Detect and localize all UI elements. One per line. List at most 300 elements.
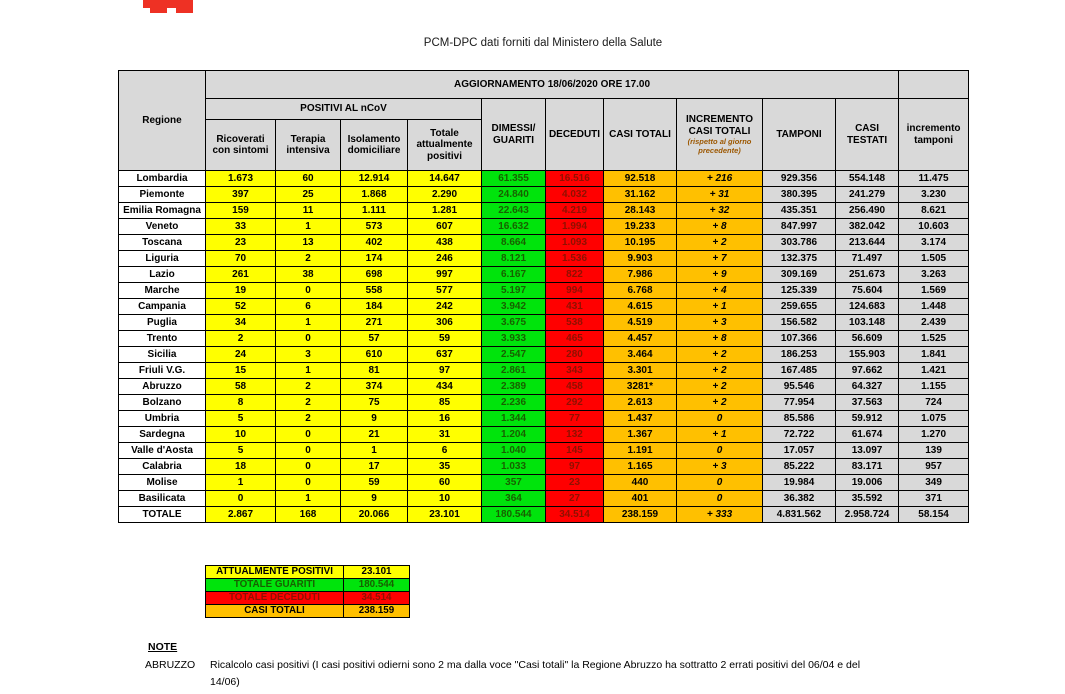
isolamento-cell: 1 — [341, 443, 408, 459]
incremento-casi-cell: + 4 — [677, 283, 763, 299]
region-row — [119, 427, 969, 443]
header-incremento-main: INCREMENTO CASI TOTALI — [685, 114, 754, 137]
ricoverati-cell: 2.867 — [206, 507, 276, 523]
summary-value-cell: 180.544 — [344, 579, 410, 592]
incremento-casi-cell: + 2 — [677, 363, 763, 379]
ricoverati-cell: 8 — [206, 395, 276, 411]
tamponi-cell: 77.954 — [763, 395, 836, 411]
region-name-cell: Piemonte — [119, 187, 206, 203]
region-name-cell: Sardegna — [119, 427, 206, 443]
region-row — [119, 363, 969, 379]
ricoverati-cell: 18 — [206, 459, 276, 475]
header-isolamento: Isolamento domiciliare — [341, 120, 408, 171]
region-name-cell: Molise — [119, 475, 206, 491]
casi-testati-cell: 554.148 — [836, 171, 899, 187]
ricoverati-cell: 10 — [206, 427, 276, 443]
tamponi-cell: 435.351 — [763, 203, 836, 219]
casi-totali-cell: 10.195 — [604, 235, 677, 251]
red-corner-mark — [143, 0, 193, 8]
totale-positivi-cell: 85 — [408, 395, 482, 411]
region-name-cell: Sicilia — [119, 347, 206, 363]
terapia-intensiva-cell: 1 — [276, 315, 341, 331]
region-row — [119, 315, 969, 331]
totale-positivi-cell: 35 — [408, 459, 482, 475]
totale-positivi-cell: 59 — [408, 331, 482, 347]
dimessi-guariti-cell: 1.344 — [482, 411, 546, 427]
tamponi-cell: 132.375 — [763, 251, 836, 267]
tamponi-cell: 17.057 — [763, 443, 836, 459]
tamponi-cell: 186.253 — [763, 347, 836, 363]
incremento-casi-cell: + 32 — [677, 203, 763, 219]
ricoverati-cell: 19 — [206, 283, 276, 299]
casi-testati-cell: 59.912 — [836, 411, 899, 427]
deceduti-cell: 34.514 — [546, 507, 604, 523]
terapia-intensiva-cell: 60 — [276, 171, 341, 187]
region-row — [119, 171, 969, 187]
isolamento-cell: 57 — [341, 331, 408, 347]
incremento-casi-cell: + 333 — [677, 507, 763, 523]
ricoverati-cell: 34 — [206, 315, 276, 331]
dimessi-guariti-cell: 1.033 — [482, 459, 546, 475]
deceduti-cell: 994 — [546, 283, 604, 299]
region-row — [119, 203, 969, 219]
dimessi-guariti-cell: 3.942 — [482, 299, 546, 315]
dimessi-guariti-cell: 2.389 — [482, 379, 546, 395]
tamponi-cell: 72.722 — [763, 427, 836, 443]
casi-totali-cell: 28.143 — [604, 203, 677, 219]
casi-testati-cell: 37.563 — [836, 395, 899, 411]
casi-totali-cell: 19.233 — [604, 219, 677, 235]
deceduti-cell: 97 — [546, 459, 604, 475]
summary-value-cell: 34.514 — [344, 592, 410, 605]
terapia-intensiva-cell: 6 — [276, 299, 341, 315]
tamponi-cell: 259.655 — [763, 299, 836, 315]
header-dimessi-guariti: DIMESSI/ GUARITI — [482, 99, 546, 171]
summary-label-cell: ATTUALMENTE POSITIVI — [206, 566, 344, 579]
dimessi-guariti-cell: 2.547 — [482, 347, 546, 363]
ricoverati-cell: 52 — [206, 299, 276, 315]
totale-positivi-cell: 60 — [408, 475, 482, 491]
summary-label-cell: TOTALE DECEDUTI — [206, 592, 344, 605]
region-name-cell: Campania — [119, 299, 206, 315]
region-row — [119, 443, 969, 459]
dimessi-guariti-cell: 8.121 — [482, 251, 546, 267]
ricoverati-cell: 2 — [206, 331, 276, 347]
totale-positivi-cell: 577 — [408, 283, 482, 299]
region-row — [119, 331, 969, 347]
dimessi-guariti-cell: 180.544 — [482, 507, 546, 523]
header-tamponi: TAMPONI — [763, 99, 836, 171]
notes-heading: NOTE — [148, 641, 178, 653]
casi-totali-cell: 1.165 — [604, 459, 677, 475]
incremento-casi-cell: + 7 — [677, 251, 763, 267]
ricoverati-cell: 5 — [206, 443, 276, 459]
deceduti-cell: 16.516 — [546, 171, 604, 187]
incremento-casi-cell: 0 — [677, 411, 763, 427]
incremento-tamponi-cell: 1.075 — [899, 411, 969, 427]
isolamento-cell: 20.066 — [341, 507, 408, 523]
dimessi-guariti-cell: 6.167 — [482, 267, 546, 283]
header-casi-totali: CASI TOTALI — [604, 99, 677, 171]
summary-row — [206, 592, 410, 605]
dimessi-guariti-cell: 364 — [482, 491, 546, 507]
ricoverati-cell: 0 — [206, 491, 276, 507]
isolamento-cell: 271 — [341, 315, 408, 331]
casi-testati-cell: 124.683 — [836, 299, 899, 315]
header-incremento-casi-totali — [677, 99, 763, 171]
red-corner-mark-tab — [150, 8, 167, 13]
ricoverati-cell: 33 — [206, 219, 276, 235]
summary-row — [206, 566, 410, 579]
terapia-intensiva-cell: 0 — [276, 459, 341, 475]
totale-positivi-cell: 438 — [408, 235, 482, 251]
note-text: Ricalcolo casi positivi (I casi positivi odierni sono 2 ma dalla voce "Casi totali" la Regione Abruzzo ha sottratto 2 errati positivi del 06/04 e del 14/06) — [210, 659, 861, 689]
totale-positivi-cell: 306 — [408, 315, 482, 331]
incremento-casi-cell: + 8 — [677, 331, 763, 347]
summary-table — [205, 565, 410, 618]
terapia-intensiva-cell: 2 — [276, 395, 341, 411]
terapia-intensiva-cell: 11 — [276, 203, 341, 219]
isolamento-cell: 402 — [341, 235, 408, 251]
header-deceduti: DECEDUTI — [546, 99, 604, 171]
casi-testati-cell: 13.097 — [836, 443, 899, 459]
region-row — [119, 491, 969, 507]
casi-totali-cell: 7.986 — [604, 267, 677, 283]
casi-totali-cell: 6.768 — [604, 283, 677, 299]
ricoverati-cell: 70 — [206, 251, 276, 267]
region-name-cell: TOTALE — [119, 507, 206, 523]
header-ricoverati: Ricoverati con sintomi — [206, 120, 276, 171]
incremento-tamponi-cell: 371 — [899, 491, 969, 507]
isolamento-cell: 59 — [341, 475, 408, 491]
tamponi-cell: 85.586 — [763, 411, 836, 427]
region-name-cell: Trento — [119, 331, 206, 347]
casi-testati-cell: 64.327 — [836, 379, 899, 395]
isolamento-cell: 573 — [341, 219, 408, 235]
totale-positivi-cell: 246 — [408, 251, 482, 267]
incremento-casi-cell: + 2 — [677, 379, 763, 395]
header-totale-positivi: Totale attualmente positivi — [408, 120, 482, 171]
region-row — [119, 347, 969, 363]
isolamento-cell: 12.914 — [341, 171, 408, 187]
summary-label-cell: TOTALE GUARITI — [206, 579, 344, 592]
header-incremento-tamponi: incremento tamponi — [899, 99, 969, 171]
incremento-tamponi-cell: 3.174 — [899, 235, 969, 251]
region-row — [119, 411, 969, 427]
casi-totali-cell: 401 — [604, 491, 677, 507]
totale-positivi-cell: 31 — [408, 427, 482, 443]
isolamento-cell: 81 — [341, 363, 408, 379]
terapia-intensiva-cell: 0 — [276, 443, 341, 459]
terapia-intensiva-cell: 0 — [276, 331, 341, 347]
terapia-intensiva-cell: 0 — [276, 427, 341, 443]
header-positivi-group: POSITIVI AL nCoV — [206, 99, 482, 120]
header-band-spacer — [899, 71, 969, 99]
region-name-cell: Bolzano — [119, 395, 206, 411]
deceduti-cell: 465 — [546, 331, 604, 347]
totale-positivi-cell: 2.290 — [408, 187, 482, 203]
dimessi-guariti-cell: 2.236 — [482, 395, 546, 411]
dimessi-guariti-cell: 3.675 — [482, 315, 546, 331]
casi-totali-cell: 3.301 — [604, 363, 677, 379]
totale-positivi-cell: 6 — [408, 443, 482, 459]
terapia-intensiva-cell: 2 — [276, 411, 341, 427]
totale-positivi-cell: 10 — [408, 491, 482, 507]
totale-positivi-cell: 637 — [408, 347, 482, 363]
tamponi-cell: 309.169 — [763, 267, 836, 283]
region-row — [119, 267, 969, 283]
deceduti-cell: 27 — [546, 491, 604, 507]
totale-positivi-cell: 97 — [408, 363, 482, 379]
incremento-tamponi-cell: 11.475 — [899, 171, 969, 187]
tamponi-cell: 85.222 — [763, 459, 836, 475]
deceduti-cell: 145 — [546, 443, 604, 459]
totale-positivi-cell: 434 — [408, 379, 482, 395]
summary-row — [206, 579, 410, 592]
ricoverati-cell: 397 — [206, 187, 276, 203]
casi-testati-cell: 103.148 — [836, 315, 899, 331]
dimessi-guariti-cell: 16.632 — [482, 219, 546, 235]
covid-regions-table — [118, 70, 969, 523]
incremento-casi-cell: + 1 — [677, 427, 763, 443]
ricoverati-cell: 15 — [206, 363, 276, 379]
region-row — [119, 251, 969, 267]
isolamento-cell: 610 — [341, 347, 408, 363]
casi-testati-cell: 97.662 — [836, 363, 899, 379]
region-name-cell: Toscana — [119, 235, 206, 251]
incremento-tamponi-cell: 2.439 — [899, 315, 969, 331]
header-casi-testati: CASI TESTATI — [836, 99, 899, 171]
region-row — [119, 507, 969, 523]
deceduti-cell: 23 — [546, 475, 604, 491]
terapia-intensiva-cell: 2 — [276, 379, 341, 395]
dimessi-guariti-cell: 1.204 — [482, 427, 546, 443]
tamponi-cell: 847.997 — [763, 219, 836, 235]
terapia-intensiva-cell: 0 — [276, 283, 341, 299]
incremento-casi-cell: + 3 — [677, 459, 763, 475]
totale-positivi-cell: 607 — [408, 219, 482, 235]
deceduti-cell: 1.093 — [546, 235, 604, 251]
region-name-cell: Abruzzo — [119, 379, 206, 395]
region-name-cell: Emilia Romagna — [119, 203, 206, 219]
dimessi-guariti-cell: 1.040 — [482, 443, 546, 459]
region-row — [119, 299, 969, 315]
region-name-cell: Marche — [119, 283, 206, 299]
deceduti-cell: 431 — [546, 299, 604, 315]
region-row — [119, 379, 969, 395]
region-name-cell: Umbria — [119, 411, 206, 427]
incremento-casi-cell: 0 — [677, 491, 763, 507]
ricoverati-cell: 58 — [206, 379, 276, 395]
isolamento-cell: 9 — [341, 491, 408, 507]
summary-body — [206, 566, 410, 618]
totale-positivi-cell: 14.647 — [408, 171, 482, 187]
dimessi-guariti-cell: 8.664 — [482, 235, 546, 251]
terapia-intensiva-cell: 1 — [276, 363, 341, 379]
casi-testati-cell: 256.490 — [836, 203, 899, 219]
tamponi-cell: 156.582 — [763, 315, 836, 331]
isolamento-cell: 558 — [341, 283, 408, 299]
incremento-tamponi-cell: 1.421 — [899, 363, 969, 379]
incremento-tamponi-cell: 1.505 — [899, 251, 969, 267]
totale-positivi-cell: 23.101 — [408, 507, 482, 523]
dimessi-guariti-cell: 22.643 — [482, 203, 546, 219]
incremento-tamponi-cell: 724 — [899, 395, 969, 411]
isolamento-cell: 21 — [341, 427, 408, 443]
header-incremento-subnote: (rispetto al giorno precedente) — [687, 137, 752, 155]
deceduti-cell: 280 — [546, 347, 604, 363]
incremento-tamponi-cell: 1.569 — [899, 283, 969, 299]
region-name-cell: Lombardia — [119, 171, 206, 187]
tamponi-cell: 107.366 — [763, 331, 836, 347]
casi-testati-cell: 155.903 — [836, 347, 899, 363]
region-row — [119, 219, 969, 235]
casi-totali-cell: 3.464 — [604, 347, 677, 363]
tamponi-cell: 929.356 — [763, 171, 836, 187]
isolamento-cell: 75 — [341, 395, 408, 411]
terapia-intensiva-cell: 1 — [276, 491, 341, 507]
region-name-cell: Calabria — [119, 459, 206, 475]
region-name-cell: Basilicata — [119, 491, 206, 507]
incremento-casi-cell: 0 — [677, 475, 763, 491]
casi-testati-cell: 19.006 — [836, 475, 899, 491]
region-row — [119, 459, 969, 475]
update-banner: AGGIORNAMENTO 18/06/2020 ORE 17.00 — [206, 71, 899, 99]
incremento-tamponi-cell: 1.155 — [899, 379, 969, 395]
casi-totali-cell: 9.903 — [604, 251, 677, 267]
incremento-casi-cell: + 1 — [677, 299, 763, 315]
incremento-casi-cell: + 31 — [677, 187, 763, 203]
incremento-tamponi-cell: 8.621 — [899, 203, 969, 219]
deceduti-cell: 4.219 — [546, 203, 604, 219]
note-region-label: ABRUZZO — [145, 659, 196, 671]
header-terapia-intensiva: Terapia intensiva — [276, 120, 341, 171]
terapia-intensiva-cell: 38 — [276, 267, 341, 283]
incremento-tamponi-cell: 1.448 — [899, 299, 969, 315]
isolamento-cell: 184 — [341, 299, 408, 315]
isolamento-cell: 698 — [341, 267, 408, 283]
deceduti-cell: 538 — [546, 315, 604, 331]
casi-totali-cell: 3281* — [604, 379, 677, 395]
casi-testati-cell: 2.958.724 — [836, 507, 899, 523]
region-name-cell: Friuli V.G. — [119, 363, 206, 379]
tamponi-cell: 95.546 — [763, 379, 836, 395]
terapia-intensiva-cell: 168 — [276, 507, 341, 523]
tamponi-cell: 125.339 — [763, 283, 836, 299]
casi-testati-cell: 71.497 — [836, 251, 899, 267]
casi-totali-cell: 92.518 — [604, 171, 677, 187]
dimessi-guariti-cell: 24.840 — [482, 187, 546, 203]
summary-value-cell: 238.159 — [344, 605, 410, 618]
terapia-intensiva-cell: 13 — [276, 235, 341, 251]
region-name-cell: Puglia — [119, 315, 206, 331]
incremento-tamponi-cell: 349 — [899, 475, 969, 491]
incremento-casi-cell: + 2 — [677, 347, 763, 363]
incremento-tamponi-cell: 957 — [899, 459, 969, 475]
tamponi-cell: 380.395 — [763, 187, 836, 203]
tamponi-cell: 19.984 — [763, 475, 836, 491]
region-row — [119, 475, 969, 491]
ricoverati-cell: 23 — [206, 235, 276, 251]
incremento-tamponi-cell: 3.230 — [899, 187, 969, 203]
deceduti-cell: 822 — [546, 267, 604, 283]
region-row — [119, 395, 969, 411]
incremento-casi-cell: + 9 — [677, 267, 763, 283]
casi-testati-cell: 75.604 — [836, 283, 899, 299]
incremento-casi-cell: + 8 — [677, 219, 763, 235]
incremento-tamponi-cell: 3.263 — [899, 267, 969, 283]
terapia-intensiva-cell: 2 — [276, 251, 341, 267]
ricoverati-cell: 24 — [206, 347, 276, 363]
dimessi-guariti-cell: 5.197 — [482, 283, 546, 299]
terapia-intensiva-cell: 25 — [276, 187, 341, 203]
region-name-cell: Lazio — [119, 267, 206, 283]
casi-totali-cell: 1.191 — [604, 443, 677, 459]
ricoverati-cell: 261 — [206, 267, 276, 283]
ricoverati-cell: 159 — [206, 203, 276, 219]
summary-row — [206, 605, 410, 618]
isolamento-cell: 1.868 — [341, 187, 408, 203]
casi-totali-cell: 238.159 — [604, 507, 677, 523]
totale-positivi-cell: 997 — [408, 267, 482, 283]
dimessi-guariti-cell: 61.355 — [482, 171, 546, 187]
casi-totali-cell: 2.613 — [604, 395, 677, 411]
isolamento-cell: 17 — [341, 459, 408, 475]
summary-label-cell: CASI TOTALI — [206, 605, 344, 618]
isolamento-cell: 1.111 — [341, 203, 408, 219]
casi-testati-cell: 251.673 — [836, 267, 899, 283]
deceduti-cell: 292 — [546, 395, 604, 411]
tamponi-cell: 36.382 — [763, 491, 836, 507]
totale-positivi-cell: 242 — [408, 299, 482, 315]
incremento-casi-cell: + 2 — [677, 235, 763, 251]
casi-totali-cell: 1.367 — [604, 427, 677, 443]
incremento-casi-cell: 0 — [677, 443, 763, 459]
dimessi-guariti-cell: 357 — [482, 475, 546, 491]
deceduti-cell: 343 — [546, 363, 604, 379]
isolamento-cell: 174 — [341, 251, 408, 267]
ricoverati-cell: 1 — [206, 475, 276, 491]
region-name-cell: Veneto — [119, 219, 206, 235]
casi-testati-cell: 241.279 — [836, 187, 899, 203]
region-row — [119, 235, 969, 251]
casi-totali-cell: 31.162 — [604, 187, 677, 203]
casi-totali-cell: 1.437 — [604, 411, 677, 427]
region-row — [119, 283, 969, 299]
incremento-tamponi-cell: 139 — [899, 443, 969, 459]
ricoverati-cell: 5 — [206, 411, 276, 427]
region-row — [119, 187, 969, 203]
terapia-intensiva-cell: 3 — [276, 347, 341, 363]
terapia-intensiva-cell: 1 — [276, 219, 341, 235]
red-corner-mark-tab — [176, 8, 193, 13]
tamponi-cell: 167.485 — [763, 363, 836, 379]
tamponi-cell: 303.786 — [763, 235, 836, 251]
table-body — [119, 171, 969, 523]
casi-totali-cell: 4.457 — [604, 331, 677, 347]
totale-positivi-cell: 1.281 — [408, 203, 482, 219]
incremento-tamponi-cell: 1.841 — [899, 347, 969, 363]
dimessi-guariti-cell: 3.933 — [482, 331, 546, 347]
deceduti-cell: 1.994 — [546, 219, 604, 235]
casi-totali-cell: 4.519 — [604, 315, 677, 331]
page-title: PCM-DPC dati forniti dal Ministero della Salute — [423, 37, 663, 49]
tamponi-cell: 4.831.562 — [763, 507, 836, 523]
incremento-tamponi-cell: 58.154 — [899, 507, 969, 523]
isolamento-cell: 374 — [341, 379, 408, 395]
summary-value-cell: 23.101 — [344, 566, 410, 579]
incremento-tamponi-cell: 1.525 — [899, 331, 969, 347]
